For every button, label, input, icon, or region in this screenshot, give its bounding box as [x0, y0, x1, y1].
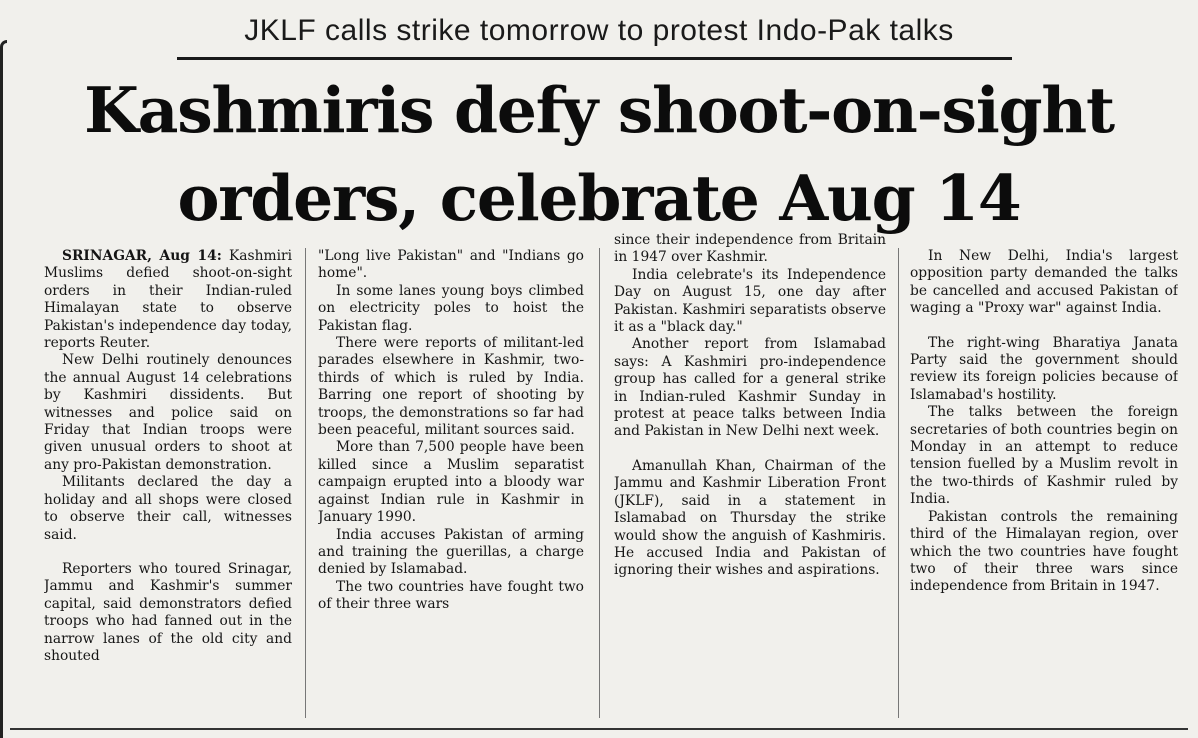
column-divider: [305, 248, 306, 718]
paragraph: since their independence from Britain in 1947 over Kashmir.: [614, 232, 886, 266]
paragraph: India celebrate's its Independence Day on August 15, one day after Pakistan. Kashmiri separatists observe it as a "black day.": [614, 266, 886, 336]
paragraph: Reporters who toured Srinagar, Jammu and Kashmir's summer capital, said demonstrators defied troops who had fanned out in the narrow lanes of the old city and shouted: [44, 560, 292, 664]
dateline: SRINAGAR, Aug 14:: [62, 248, 222, 264]
paragraph: The right-wing Bharatiya Janata Party said the government should review its foreign policies because of Islamabad's hostility.: [910, 334, 1178, 403]
paragraph: New Delhi routinely denounces the annual August 14 celebrations by Kashmiri dissidents. But witnesses and police said on Friday that Indian troops were given unusual orders to shoot at any pro-Pakistan demonstration.: [44, 352, 292, 473]
paragraph: The talks between the foreign secretaries of both countries begin on Monday in an attempt to reduce tension fuelled by a Muslim revolt in the two-thirds of Kashmir ruled by India.: [910, 404, 1178, 508]
main-headline: [0, 66, 1198, 242]
headline-line-2: orders, celebrate Aug 14: [177, 161, 1021, 235]
kicker-headline: JKLF calls strike tomorrow to protest Indo-Pak talks: [244, 14, 954, 47]
article-column-1: [44, 248, 292, 723]
headline-line-1: Kashmiris defy shoot-on-sight: [84, 73, 1114, 147]
paragraph: There were reports of militant-led parades elsewhere in Kashmir, two-thirds of which is ruled by India. Barring one report of shooting by troops, the demonstrations so far had been peaceful, militant sources said.: [318, 335, 584, 439]
paragraph: More than 7,500 people have been killed since a Muslim separatist campaign erupted into a bloody war against Indian rule in Kashmir in January 1990.: [318, 439, 584, 526]
column-divider: [599, 248, 600, 718]
kicker-rule: [177, 57, 1012, 60]
paragraph: In some lanes young boys climbed on electricity poles to hoist the Pakistan flag.: [318, 282, 584, 334]
paragraph: In New Delhi, India's largest opposition party demanded the talks be cancelled and accused Pakistan of waging a "Proxy war" against India.: [910, 248, 1178, 317]
paragraph: Militants declared the day a holiday and all shops were closed to observe their call, witnesses said.: [44, 474, 292, 543]
bottom-rule: [10, 728, 1188, 730]
paragraph: Pakistan controls the remaining third of the Himalayan region, over which the two countries have fought two of their three wars since independence from Britain in 1947.: [910, 508, 1178, 595]
paragraph: "Long live Pakistan" and "Indians go home".: [318, 248, 584, 282]
paragraph: India accuses Pakistan of arming and training the guerillas, a charge denied by Islamabad.: [318, 526, 584, 578]
article-column-4: [910, 248, 1178, 723]
paragraph: Amanullah Khan, Chairman of the Jammu and Kashmir Liberation Front (JKLF), said in a statement in Islamabad on Thursday the strike would show the anguish of Kashmiris. He accused India and Pakistan of ignoring their wishes and aspirations.: [614, 457, 886, 579]
paragraph: The two countries have fought two of their three wars: [318, 578, 584, 613]
article-column-2: [318, 248, 584, 723]
paragraph: SRINAGAR, Aug 14: Kashmiri Muslims defied shoot-on-sight orders in their Indian-ruled Himalayan state to observe Pakistan's independence day today, reports Reuter.: [44, 248, 292, 352]
article-column-3: [614, 232, 886, 707]
paragraph: Another report from Islamabad says: A Kashmiri pro-independence group has called for a general strike in Indian-ruled Kashmir Sunday in protest at peace talks between India and Pakistan in New Delhi next week.: [614, 336, 886, 440]
column-divider: [898, 248, 899, 718]
